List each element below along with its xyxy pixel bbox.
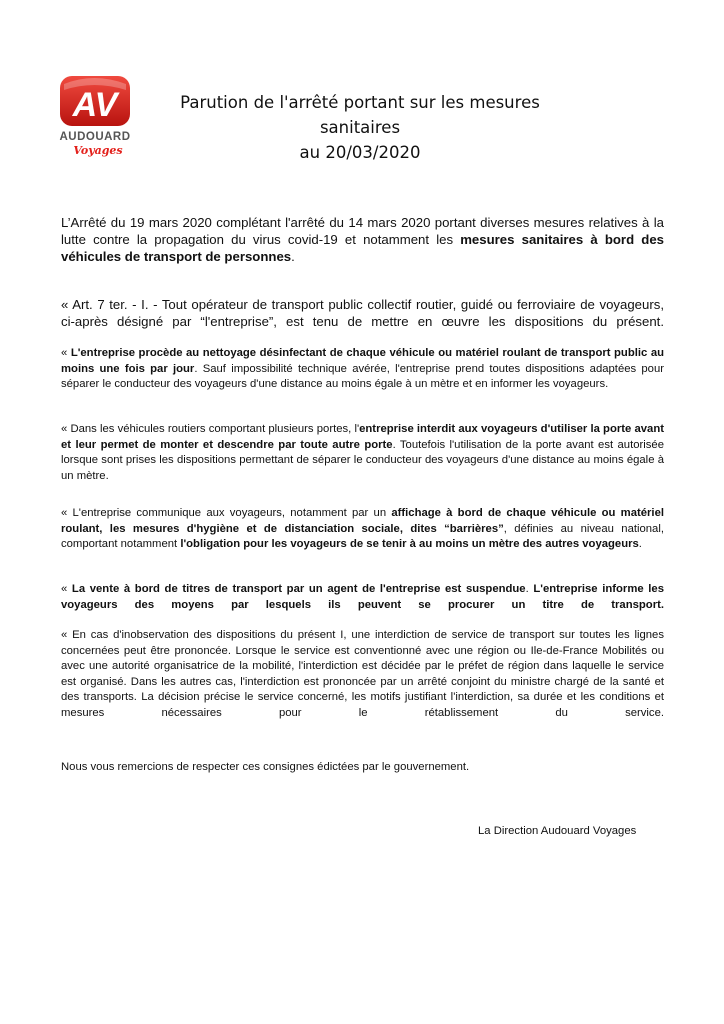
signature: La Direction Audouard Voyages xyxy=(478,825,637,837)
intro-bold: mesures sanitaires à bord des véhicules de transport de personnes xyxy=(61,232,664,264)
closing-line: Nous vous remercions de respecter ces consignes édictées par le gouvernement. xyxy=(61,761,470,773)
intro-text: L’Arrêté du 19 mars 2020 complétant l'arrêté du 14 mars 2020 portant diverses mesures relatives à la lutte contre la propagation du virus covid-19 et notamment les xyxy=(61,215,664,247)
p4-bold-1: La vente à bord de titres de transport par un agent de l'entreprise est suspendue xyxy=(71,583,526,595)
p2-text-start: « Dans les véhicules routiers comportant plusieurs portes, l' xyxy=(61,423,360,435)
cleaning-paragraph xyxy=(61,346,664,393)
company-logo xyxy=(56,74,136,160)
p5-text: « En cas d'inobservation des dispositions du présent I, une interdiction de service de transport sur toutes les lignes concernées peut être prononcée. Lorsque le service est conventionné avec une région ou Ile-de-France Mobilités ou avec une autorité organisatrice de la mobilité, l'interdiction est décidée par le préfet de région dans laquelle le service est organisé. Dans les autres cas, l'interdiction est prononcée par un arrêté conjoint du ministre chargé de la santé et des transports. La décision précise le service concerné, les motifs justifiant l'interdiction, sa durée et les conditions et mesures nécessaires pour le rétablissement du service. xyxy=(61,629,664,719)
p4-text-mid: . xyxy=(525,583,534,595)
ticket-sales-paragraph xyxy=(61,582,664,613)
p3-bold-1: affichage à bord de chaque véhicule ou matériel roulant, les mesures d'hygiène et de distanciation sociale, dites “barrières” xyxy=(61,507,664,535)
p3-bold-2: l'obligation pour les voyageurs de se tenir à au moins un mètre des autres voyageurs xyxy=(180,538,639,550)
title-line-2: au 20/03/2020 xyxy=(299,143,421,162)
title-line-1: Parution de l'arrêté portant sur les mesures sanitaires xyxy=(180,93,540,137)
page-title xyxy=(140,90,580,165)
logo-tagline: Voyages xyxy=(73,144,123,157)
p1-text: . Sauf impossibilité technique avérée, l'entreprise prend toutes dispositions adaptées pour séparer le conducteur des voyageurs d'une distance au moins égale à un mètre et en informer les voyageurs. xyxy=(61,362,665,390)
p3-text-end: . xyxy=(638,538,642,550)
logo-brand: AUDOUARD xyxy=(59,131,131,143)
p4-bold-2: L'entreprise informe les voyageurs des moyens par lesquels ils peuvent se procurer un titre de transport. xyxy=(61,583,664,611)
p3-text-mid: , définies au niveau national, comportant notamment xyxy=(61,522,664,550)
article-paragraph xyxy=(61,296,664,330)
sanctions-paragraph xyxy=(61,628,664,721)
intro-text-end: . xyxy=(291,249,295,264)
communication-paragraph xyxy=(61,506,664,553)
intro-paragraph xyxy=(61,214,664,265)
logo-initials: AV xyxy=(72,86,118,124)
p1-bold: L'entreprise procède au nettoyage désinfectant de chaque véhicule ou matériel roulant de transport public au moins une fois par jour xyxy=(61,347,664,375)
article-text: « Art. 7 ter. - I. - Tout opérateur de transport public collectif routier, guidé ou ferroviaire de voyageurs, ci-après désigné par “l'entreprise”, est tenu de mettre en œuvre les dispositions du présent. xyxy=(61,297,664,329)
p1-text-start: « xyxy=(61,347,71,359)
p4-text-start: « xyxy=(61,583,72,595)
p3-text-start: « L'entreprise communique aux voyageurs, notamment par un xyxy=(61,507,392,519)
p2-text: . Toutefois l'utilisation de la porte avant est autorisée lorsque sont prises les dispositions permettant de séparer le conducteur des voyageurs d'une distance au moins égale à un mètre. xyxy=(61,438,664,482)
p2-bold: entreprise interdit aux voyageurs d'utiliser la porte avant et leur permet de monter et descendre par toute autre porte xyxy=(61,423,664,451)
doors-paragraph xyxy=(61,422,664,484)
